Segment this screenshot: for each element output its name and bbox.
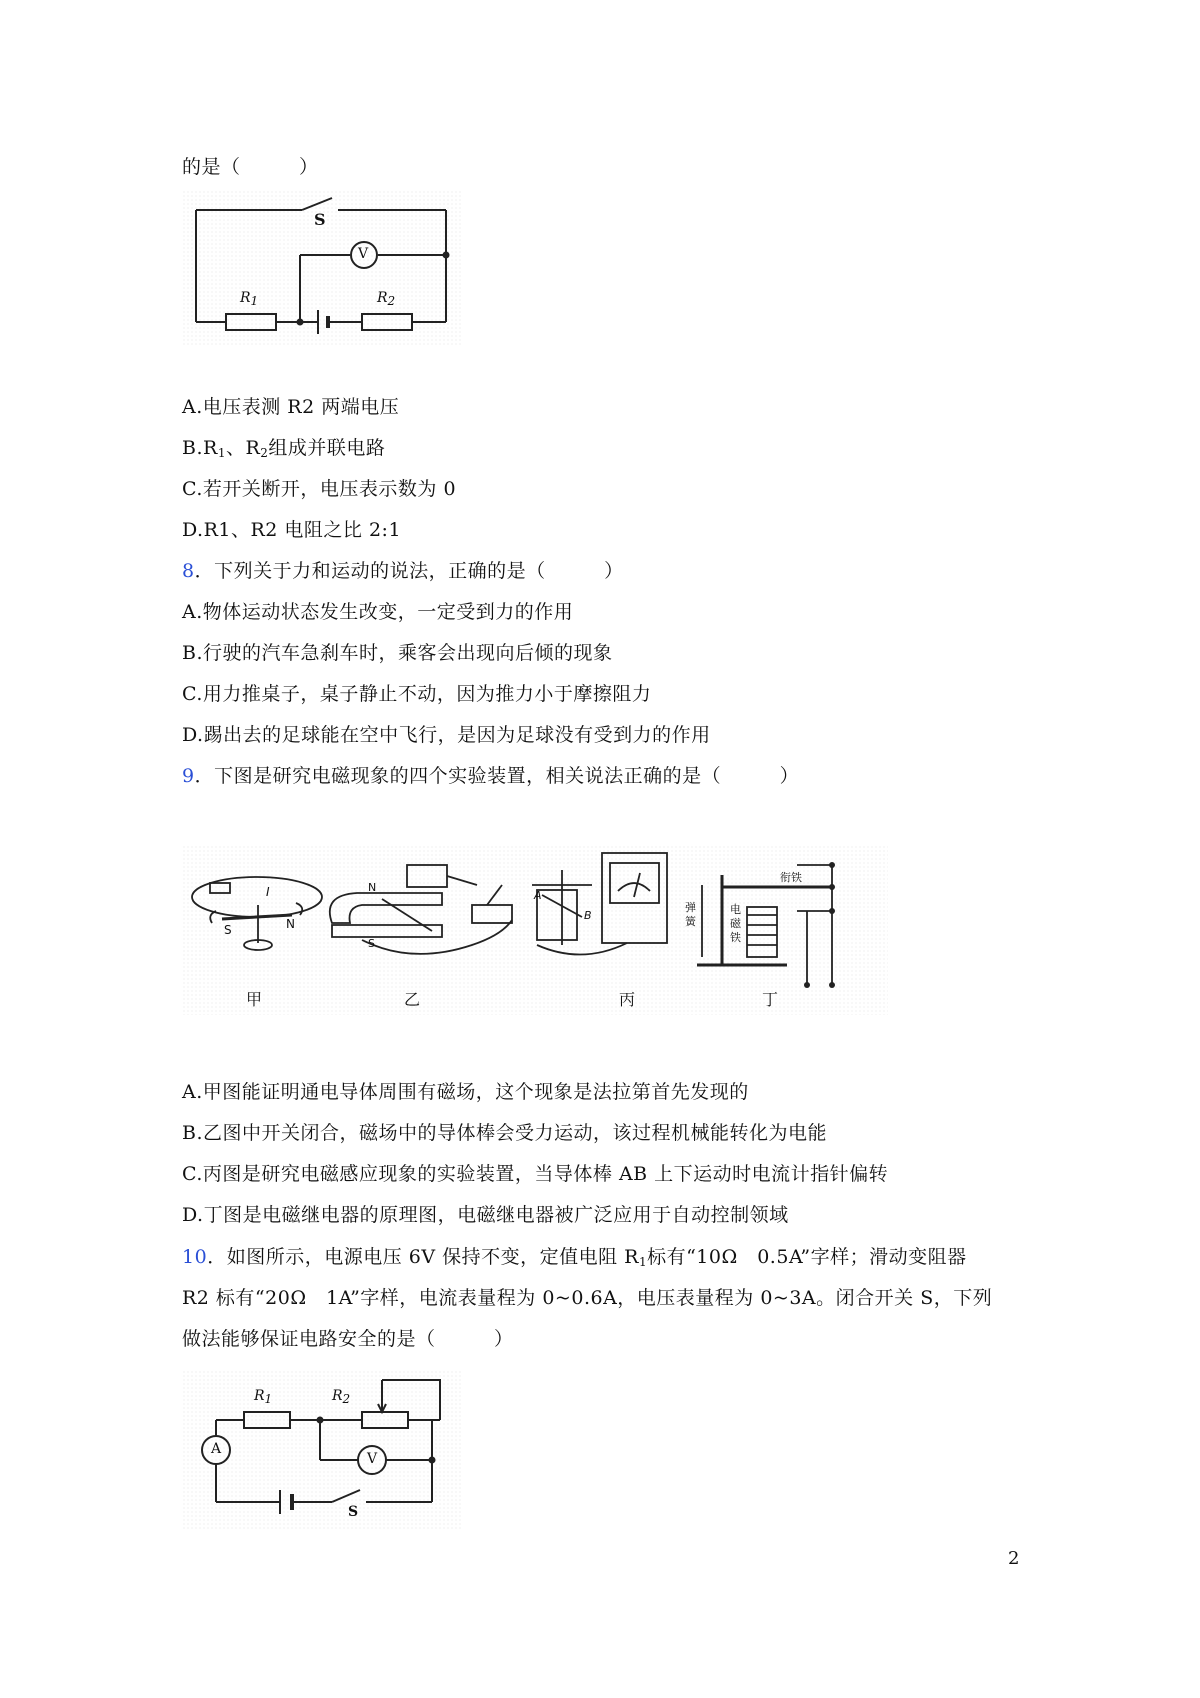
ding-armature-label: 衔铁 [780,871,802,884]
q7-option-b: $B.R_1$、$R_2$组成并联电路 [182,437,386,460]
q8-option-a: A.物体运动状态发生改变，一定受到力的作用 [182,601,574,623]
q10-r2-label: R2 [332,1388,351,1406]
bing-a-label: A [534,889,542,902]
page-number: 2 [1008,1548,1020,1569]
q9-option-b: B.乙图中开关闭合，磁场中的导体棒会受力运动，该过程机械能转化为电能 [182,1122,828,1144]
q10-stem-line1: 10．如图所示，电源电压 6V 保持不变，定值电阻 $R_1$标有“10Ω 0.5A”字样；滑动变阻器 [182,1246,967,1269]
r1-label: R1 [240,290,259,308]
q8-option-c: C.用力推桌子，桌子静止不动，因为推力小于摩擦阻力 [182,683,652,705]
q7-stem-tail: 的是（ ） [182,156,319,178]
q10-stem-line3: 做法能够保证电路安全的是（ ） [182,1328,514,1350]
q10-number: 10 [182,1246,208,1268]
q7-circuit-figure [182,190,462,345]
q10-switch-label: S [348,1504,359,1520]
q10-ammeter-label: A [211,1441,222,1457]
q9-option-c: C.丙图是研究电磁感应现象的实验装置，当导体棒 AB 上下运动时电流计指针偏转 [182,1163,889,1185]
q7-option-a: A.电压表测 R2 两端电压 [182,396,400,418]
q10-r1-label: R1 [254,1388,273,1406]
q10-circuit-figure [182,1370,462,1530]
q8-number: 8 [182,560,195,582]
q10-stem-line2: R2 标有“20Ω 1A”字样，电流表量程为 0~0.6A，电压表量程为 0~3A。闭合开关 S，下列 [182,1287,993,1309]
q9-number: 9 [182,765,195,787]
ding-magnet-label: 电磁铁 [730,903,741,944]
yi-s-label: S [368,937,375,950]
q9-experiment-figure [182,845,888,1015]
caption-yi: 乙 [404,990,421,1009]
caption-bing: 丙 [619,990,636,1009]
ding-spring-label: 弹簧 [685,901,696,928]
jia-i-label: I [266,885,270,899]
bing-b-label: B [584,909,592,922]
switch-label: S [314,210,326,229]
jia-n-label: N [286,917,295,931]
q8-option-b: B.行驶的汽车急刹车时，乘客会出现向后倾的现象 [182,642,613,664]
caption-ding: 丁 [762,990,779,1009]
q9-stem: 9．下图是研究电磁现象的四个实验装置，相关说法正确的是（ ） [182,765,800,787]
voltmeter-label: V [358,246,369,262]
q7-option-c: C.若开关断开，电压表示数为 0 [182,478,457,500]
yi-n-label: N [368,881,377,894]
q9-option-d: D.丁图是电磁继电器的原理图，电磁继电器被广泛应用于自动控制领域 [182,1204,789,1226]
q10-voltmeter-label: V [367,1451,378,1467]
q8-option-d: D.踢出去的足球能在空中飞行，是因为足球没有受到力的作用 [182,724,711,746]
r2-label: R2 [377,290,396,308]
q9-option-a: A.甲图能证明通电导体周围有磁场，这个现象是法拉第首先发现的 [182,1081,749,1103]
q7-option-d: D.R1、R2 电阻之比 2:1 [182,519,402,541]
q8-stem: 8．下列关于力和运动的说法，正确的是（ ） [182,560,624,582]
caption-jia: 甲 [246,990,263,1009]
jia-s-label: S [224,923,232,937]
